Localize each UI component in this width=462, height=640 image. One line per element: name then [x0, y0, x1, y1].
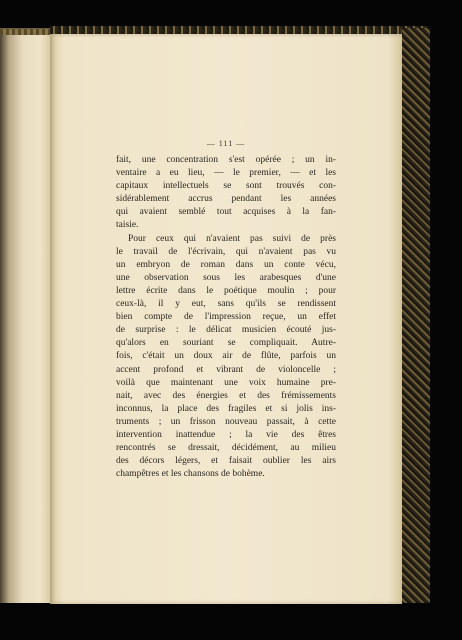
- text-line: Pour ceux qui n'avaient pas suivi de près: [128, 233, 336, 244]
- text-line: fait, une concentration s'est opérée ; un in-: [116, 155, 336, 165]
- text-line: ventaire a eu lieu, — le premier, — et les: [116, 168, 336, 179]
- text-line: une observation sous les arabesques d'une: [116, 272, 336, 283]
- text-line: rencontrés se dressait, décidément, au milieu: [116, 443, 336, 454]
- page-number: — 111 —: [206, 139, 246, 148]
- text-line: intervention inattendue ; la vie des êtres: [116, 429, 336, 440]
- text-line: truments ; un frisson nouveau passait, à cette: [116, 416, 336, 427]
- text-line: de surprise : le délicat musicien écouté jus-: [116, 325, 336, 336]
- text-line: taisie.: [116, 220, 139, 231]
- text-line: bien compte de l'impression reçue, un effet: [116, 312, 336, 323]
- text-line: accent profond et vibrant de violoncelle ;: [116, 364, 336, 375]
- text-line: qui avaient semblé tout acquises à la fan-: [116, 207, 336, 218]
- body-text: [116, 154, 336, 481]
- text-line: capitaux intellectuels se sont trouvés con-: [116, 181, 336, 192]
- text-line: un embryon de roman dans un conte vécu,: [116, 259, 336, 270]
- text-line: voilà que maintenant une voix humaine pre-: [116, 377, 336, 388]
- text-line: fois, c'était un doux air de flûte, parfois un: [116, 351, 336, 362]
- text-line: champêtres et les chansons de bohème.: [116, 469, 265, 480]
- text-line: lettre écrite dans le poétique moulin ; pour: [116, 285, 336, 296]
- text-line: nait, avec des énergies et des frémissements: [116, 390, 336, 401]
- cover-right-edge: [400, 28, 430, 603]
- text-line: des décors légers, et faisait oublier les airs: [116, 456, 336, 467]
- left-page-edge: [0, 28, 50, 603]
- text-line: ceux-là, il y eut, sans qu'ils se rendissent: [116, 299, 336, 310]
- book-page: [50, 34, 402, 604]
- text-line: sidérablement accrus pendant les années: [116, 194, 336, 205]
- text-line: inconnus, la place des fragiles et si jolis ins-: [116, 403, 336, 414]
- text-line: qu'alors en souriant se compliquait. Autre-: [116, 338, 336, 349]
- text-line: le travail de l'écrivain, qui n'avaient pas vu: [116, 246, 336, 257]
